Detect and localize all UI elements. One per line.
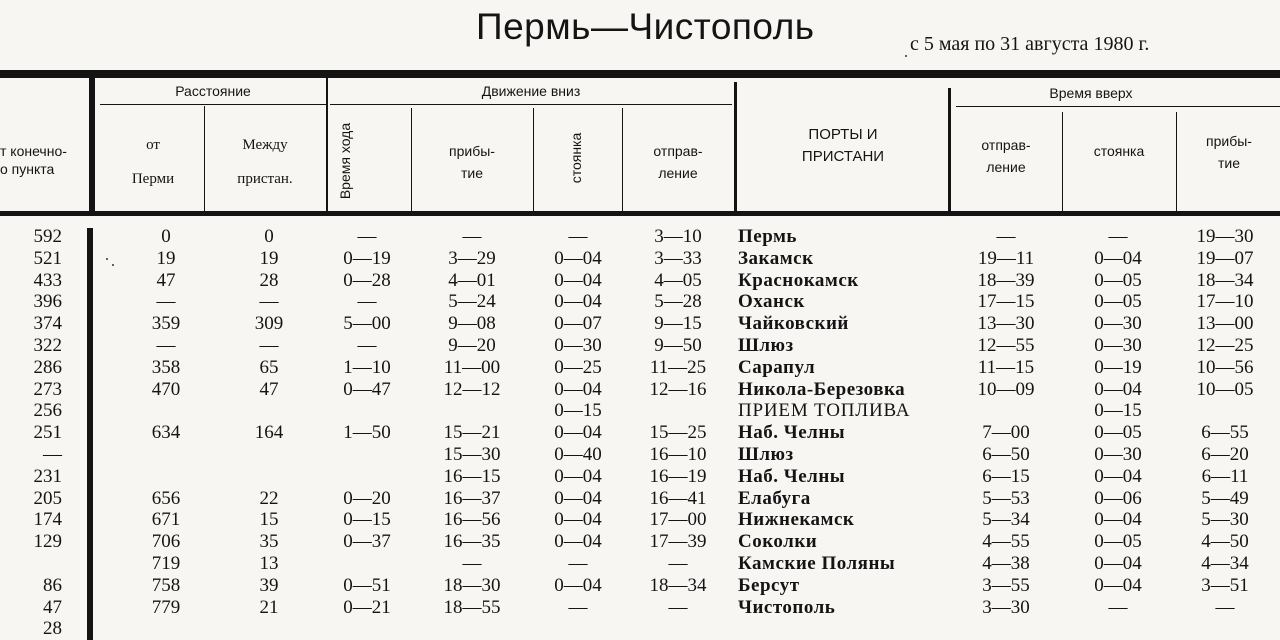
cell-stop: 0—04 bbox=[554, 465, 602, 487]
cell-dep: 18—34 bbox=[649, 574, 707, 596]
cell-km: 322 bbox=[33, 335, 62, 356]
cell-km: 286 bbox=[33, 356, 62, 378]
cell-port: Пермь bbox=[738, 226, 797, 247]
cell-dep: — bbox=[668, 553, 688, 574]
divider-travel bbox=[411, 108, 412, 212]
divider-from-between bbox=[204, 106, 205, 212]
cell-arr: 18—55 bbox=[443, 596, 501, 618]
cell-up-arr: 17—10 bbox=[1196, 291, 1254, 313]
table-row bbox=[0, 618, 1280, 640]
cell-km: 273 bbox=[33, 378, 62, 400]
cell-travel: 0—37 bbox=[343, 531, 391, 553]
cell-up-stop: 0—30 bbox=[1094, 444, 1142, 465]
cell-port: Елабуга bbox=[738, 487, 811, 509]
cell-port: Оханск bbox=[738, 291, 805, 313]
header-down-departure: отправ- ление bbox=[653, 143, 703, 181]
cell-up-arr: 19—30 bbox=[1196, 226, 1254, 247]
page-title: Пермь—Чистополь bbox=[476, 6, 815, 47]
cell-km: 28 bbox=[43, 618, 62, 640]
cell-stop: — bbox=[568, 226, 588, 247]
cell-port: Чайковский bbox=[738, 313, 849, 335]
cell-arr: 3—29 bbox=[448, 247, 496, 269]
cell-stop: 0—04 bbox=[554, 247, 602, 269]
cell-dep: 9—50 bbox=[654, 335, 702, 356]
cell-up-dep: 4—38 bbox=[982, 553, 1030, 574]
header-up-arrival: прибы- тие bbox=[1206, 133, 1252, 171]
cell-km: 521 bbox=[33, 247, 62, 269]
cell-dep: 16—19 bbox=[649, 465, 707, 487]
cell-port: Наб. Челны bbox=[738, 422, 846, 444]
divider-distance-group bbox=[100, 104, 328, 105]
cell-dep: 4—05 bbox=[654, 269, 702, 291]
cell-up-stop: 0—05 bbox=[1094, 531, 1142, 553]
cell-from-perm: — bbox=[156, 335, 176, 356]
divider-ports-end bbox=[948, 88, 951, 212]
table-row bbox=[0, 291, 1280, 313]
header-up-group: Время вверх bbox=[1049, 85, 1133, 101]
cell-dep: 5—28 bbox=[654, 291, 702, 313]
cell-port: Камские Поляны bbox=[738, 553, 896, 574]
cell-up-stop: 0—15 bbox=[1094, 400, 1142, 422]
cell-dep: 17—39 bbox=[649, 531, 707, 553]
cell-from-perm: 47 bbox=[156, 269, 176, 291]
cell-dep: 9—15 bbox=[654, 313, 702, 335]
cell-stop: 0—04 bbox=[554, 509, 602, 531]
cell-up-arr: 13—00 bbox=[1196, 313, 1254, 335]
cell-port: Шлюз bbox=[738, 444, 794, 465]
table-row bbox=[0, 270, 1280, 292]
cell-dep: 15—25 bbox=[649, 422, 707, 444]
cell-between: 309 bbox=[254, 313, 284, 335]
cell-stop: 0—04 bbox=[554, 574, 602, 596]
cell-port: Чистополь bbox=[738, 596, 836, 618]
cell-from-perm: 358 bbox=[151, 356, 181, 378]
cell-up-dep: 13—30 bbox=[977, 313, 1035, 335]
cell-travel: 0—21 bbox=[343, 596, 391, 618]
header-bottom-rule bbox=[0, 211, 1280, 216]
cell-port: Нижнекамск bbox=[738, 509, 855, 531]
divider-distance-end bbox=[326, 78, 328, 212]
cell-up-arr: 6—20 bbox=[1201, 444, 1249, 465]
cell-up-dep: 5—34 bbox=[982, 509, 1030, 531]
cell-km: 374 bbox=[33, 313, 62, 335]
cell-up-dep: 12—55 bbox=[977, 335, 1035, 356]
cell-from-perm: — bbox=[156, 291, 176, 313]
cell-up-dep: 7—00 bbox=[982, 422, 1030, 444]
cell-up-dep: 3—55 bbox=[982, 574, 1030, 596]
table-row bbox=[0, 313, 1280, 335]
cell-stop: 0—04 bbox=[554, 378, 602, 400]
cell-km: 251 bbox=[33, 422, 62, 444]
cell-up-stop: 0—04 bbox=[1094, 247, 1142, 269]
table-row bbox=[0, 597, 1280, 619]
top-rule bbox=[0, 70, 1280, 78]
cell-from-perm: 634 bbox=[151, 422, 181, 444]
cell-km: 231 bbox=[33, 465, 62, 487]
cell-stop: 0—25 bbox=[554, 356, 602, 378]
cell-arr: 9—08 bbox=[448, 313, 496, 335]
cell-km: 86 bbox=[43, 574, 62, 596]
cell-up-stop: 0—04 bbox=[1094, 465, 1142, 487]
cell-port: ПРИЕМ ТОПЛИВА bbox=[738, 400, 911, 422]
cell-between: 28 bbox=[259, 269, 279, 291]
cell-between: 65 bbox=[259, 356, 279, 378]
cell-port: Краснокамск bbox=[738, 269, 859, 291]
cell-arr: 16—37 bbox=[443, 487, 501, 509]
cell-km: 433 bbox=[33, 269, 62, 291]
cell-km: 205 bbox=[33, 487, 62, 509]
header-ports: ПОРТЫ И ПРИСТАНИ bbox=[801, 126, 885, 165]
cell-up-stop: 0—04 bbox=[1094, 509, 1142, 531]
cell-up-dep: 18—39 bbox=[977, 269, 1035, 291]
cell-travel: 1—10 bbox=[343, 356, 391, 378]
cell-stop: 0—40 bbox=[554, 444, 602, 465]
cell-up-stop: 0—05 bbox=[1094, 291, 1142, 313]
cell-km: 47 bbox=[43, 596, 62, 618]
cell-arr: 15—30 bbox=[443, 444, 501, 465]
table-row bbox=[0, 400, 1280, 422]
cell-up-arr: 5—30 bbox=[1201, 509, 1249, 531]
cell-dep: 3—33 bbox=[654, 247, 702, 269]
cell-dep: 16—41 bbox=[649, 487, 707, 509]
cell-arr: — bbox=[462, 553, 482, 574]
cell-up-dep: 19—11 bbox=[977, 247, 1035, 269]
cell-between: 15 bbox=[259, 509, 279, 531]
cell-arr: 12—12 bbox=[443, 378, 501, 400]
cell-up-stop: 0—04 bbox=[1094, 574, 1142, 596]
cell-up-arr: — bbox=[1215, 596, 1235, 618]
cell-port: Закамск bbox=[738, 247, 814, 269]
divider-up-stop bbox=[1176, 112, 1177, 212]
cell-port: Сарапул bbox=[738, 356, 816, 378]
cell-km: 396 bbox=[33, 291, 62, 313]
table-row bbox=[0, 357, 1280, 379]
cell-port: Берсут bbox=[738, 574, 800, 596]
table-row bbox=[0, 575, 1280, 597]
cell-up-dep: 5—53 bbox=[982, 487, 1030, 509]
cell-between: 13 bbox=[259, 553, 279, 574]
cell-from-perm: 671 bbox=[151, 509, 181, 531]
cell-travel: 1—50 bbox=[343, 422, 391, 444]
header-travel-time: Время хода bbox=[337, 122, 353, 200]
cell-km: 256 bbox=[33, 400, 62, 422]
cell-between: — bbox=[259, 291, 279, 313]
table-row bbox=[0, 226, 1280, 248]
cell-arr: 16—35 bbox=[443, 531, 501, 553]
header-up-stop: стоянка bbox=[1093, 143, 1145, 159]
divider-arrival bbox=[533, 108, 534, 212]
cell-arr: 16—56 bbox=[443, 509, 501, 531]
cell-travel: 0—47 bbox=[343, 378, 391, 400]
print-speck bbox=[106, 258, 108, 260]
cell-up-arr: 10—56 bbox=[1196, 356, 1254, 378]
divider-ports bbox=[734, 82, 737, 212]
cell-port: Никола-Березовка bbox=[738, 378, 906, 400]
cell-between: 47 bbox=[259, 378, 279, 400]
cell-up-stop: 0—30 bbox=[1094, 313, 1142, 335]
cell-travel: 5—00 bbox=[343, 313, 391, 335]
cell-between: 164 bbox=[254, 422, 284, 444]
cell-arr: 15—21 bbox=[443, 422, 501, 444]
print-speck bbox=[905, 55, 907, 57]
cell-stop: 0—15 bbox=[554, 400, 602, 422]
table-row bbox=[0, 531, 1280, 553]
table-row bbox=[0, 488, 1280, 510]
cell-km: 174 bbox=[33, 509, 62, 531]
cell-up-arr: 12—25 bbox=[1196, 335, 1254, 356]
cell-arr: 9—20 bbox=[448, 335, 496, 356]
table-row bbox=[0, 553, 1280, 575]
cell-up-arr: 19—07 bbox=[1196, 247, 1254, 269]
header-distance-group: Расстояние bbox=[175, 83, 251, 99]
cell-dep: 16—10 bbox=[649, 444, 707, 465]
cell-travel: 0—20 bbox=[343, 487, 391, 509]
cell-up-stop: 0—05 bbox=[1094, 269, 1142, 291]
cell-between: 22 bbox=[259, 487, 279, 509]
cell-stop: 0—30 bbox=[554, 335, 602, 356]
table-row bbox=[0, 379, 1280, 401]
table-row bbox=[0, 466, 1280, 488]
cell-between: 21 bbox=[259, 596, 279, 618]
table-row bbox=[0, 444, 1280, 466]
cell-up-dep: 3—30 bbox=[982, 596, 1030, 618]
cell-up-stop: 0—30 bbox=[1094, 335, 1142, 356]
cell-stop: 0—04 bbox=[554, 422, 602, 444]
cell-from-perm: 719 bbox=[151, 553, 181, 574]
cell-up-arr: 10—05 bbox=[1196, 378, 1254, 400]
cell-stop: 0—04 bbox=[554, 531, 602, 553]
cell-up-arr: 6—11 bbox=[1201, 465, 1249, 487]
cell-from-perm: 656 bbox=[151, 487, 181, 509]
cell-up-stop: 0—19 bbox=[1094, 356, 1142, 378]
cell-dep: 17—00 bbox=[649, 509, 707, 531]
header-down-group: Движение вниз bbox=[481, 83, 581, 99]
header-down-stop: стоянка bbox=[568, 132, 584, 184]
cell-travel: — bbox=[357, 335, 377, 356]
cell-up-stop: 0—04 bbox=[1094, 378, 1142, 400]
cell-up-stop: 0—04 bbox=[1094, 553, 1142, 574]
cell-from-perm: 779 bbox=[151, 596, 181, 618]
cell-travel: 0—19 bbox=[343, 247, 391, 269]
cell-stop: — bbox=[568, 553, 588, 574]
cell-travel: — bbox=[357, 226, 377, 247]
cell-up-dep: 6—15 bbox=[982, 465, 1030, 487]
cell-port: Соколки bbox=[738, 531, 818, 553]
cell-from-perm: 0 bbox=[161, 226, 171, 247]
header-down-arrival: прибы- тие bbox=[449, 143, 495, 181]
cell-port: Шлюз bbox=[738, 335, 794, 356]
cell-up-arr: 5—49 bbox=[1201, 487, 1249, 509]
cell-dep: — bbox=[668, 596, 688, 618]
cell-up-stop: — bbox=[1108, 596, 1128, 618]
table-row bbox=[0, 248, 1280, 270]
divider-up-dep bbox=[1062, 112, 1063, 212]
divider-stop bbox=[622, 108, 623, 212]
cell-up-dep: 11—15 bbox=[977, 356, 1035, 378]
cell-travel: 0—28 bbox=[343, 269, 391, 291]
cell-up-dep: 10—09 bbox=[977, 378, 1035, 400]
cell-up-arr: 4—50 bbox=[1201, 531, 1249, 553]
cell-between: 19 bbox=[259, 247, 279, 269]
header-between-piers: Между пристан. bbox=[237, 137, 293, 187]
cell-between: 0 bbox=[264, 226, 274, 247]
cell-between: — bbox=[259, 335, 279, 356]
cell-up-arr: 18—34 bbox=[1196, 269, 1254, 291]
cell-up-dep: 6—50 bbox=[982, 444, 1030, 465]
cell-from-perm: 758 bbox=[151, 574, 181, 596]
cell-stop: 0—04 bbox=[554, 269, 602, 291]
cell-km: 129 bbox=[33, 531, 62, 553]
cell-stop: — bbox=[568, 596, 588, 618]
cell-up-stop: 0—06 bbox=[1094, 487, 1142, 509]
cell-travel: — bbox=[357, 291, 377, 313]
header-terminal-distance: т конечно- о пункта bbox=[0, 143, 67, 177]
cell-arr: 18—30 bbox=[443, 574, 501, 596]
schedule-period: с 5 мая по 31 августа 1980 г. bbox=[910, 33, 1150, 55]
cell-stop: 0—04 bbox=[554, 487, 602, 509]
cell-up-arr: 3—51 bbox=[1201, 574, 1249, 596]
cell-up-arr: 4—34 bbox=[1201, 553, 1249, 574]
cell-from-perm: 470 bbox=[151, 378, 181, 400]
cell-up-stop: — bbox=[1108, 226, 1128, 247]
cell-between: 39 bbox=[259, 574, 279, 596]
cell-travel: 0—15 bbox=[343, 509, 391, 531]
cell-port: Наб. Челны bbox=[738, 465, 846, 487]
cell-up-stop: 0—05 bbox=[1094, 422, 1142, 444]
cell-dep: 12—16 bbox=[649, 378, 707, 400]
table-row bbox=[0, 509, 1280, 531]
cell-from-perm: 19 bbox=[156, 247, 176, 269]
cell-stop: 0—04 bbox=[554, 291, 602, 313]
cell-arr: 11—00 bbox=[443, 356, 501, 378]
cell-dep: 3—10 bbox=[654, 226, 702, 247]
divider-up-group bbox=[956, 106, 1280, 107]
cell-arr: 5—24 bbox=[448, 291, 496, 313]
cell-up-dep: — bbox=[996, 226, 1016, 247]
cell-travel: 0—51 bbox=[343, 574, 391, 596]
cell-from-perm: 706 bbox=[151, 531, 181, 553]
cell-dep: 11—25 bbox=[649, 356, 707, 378]
cell-up-dep: 17—15 bbox=[977, 291, 1035, 313]
print-speck bbox=[112, 264, 114, 266]
cell-arr: — bbox=[462, 226, 482, 247]
cell-arr: 16—15 bbox=[443, 465, 501, 487]
table-row bbox=[0, 335, 1280, 357]
cell-stop: 0—07 bbox=[554, 313, 602, 335]
cell-up-arr: 6—55 bbox=[1201, 422, 1249, 444]
cell-from-perm: 359 bbox=[151, 313, 181, 335]
cell-between: 35 bbox=[259, 531, 279, 553]
cell-km: 592 bbox=[33, 226, 62, 247]
header-from-perm: от Перми bbox=[131, 137, 175, 187]
divider-down-group bbox=[330, 104, 732, 105]
divider-km bbox=[89, 78, 95, 213]
cell-up-dep: 4—55 bbox=[982, 531, 1030, 553]
cell-km: — bbox=[43, 444, 62, 465]
header-up-departure: отправ- ление bbox=[981, 137, 1031, 175]
cell-arr: 4—01 bbox=[448, 269, 496, 291]
table-row bbox=[0, 422, 1280, 444]
